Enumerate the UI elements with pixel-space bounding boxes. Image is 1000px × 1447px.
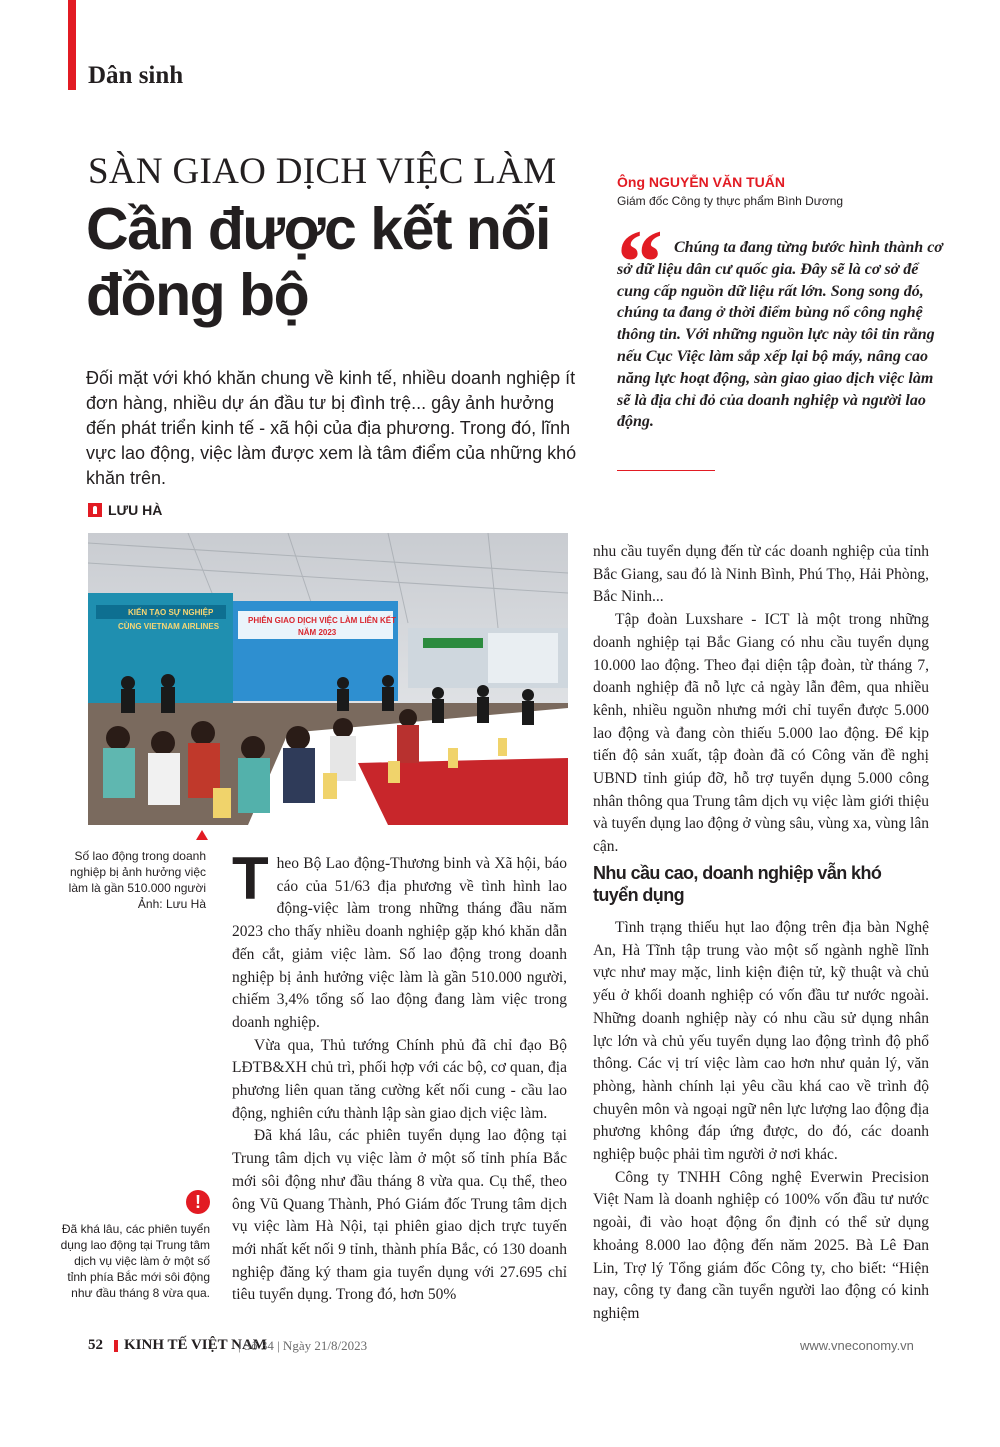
pen-icon [88, 503, 102, 517]
article-lead: Đối mặt với khó khăn chung về kinh tế, nhiều doanh nghiệp ít đơn hàng, nhiều dự án đầu tư bị đình trệ... gây ảnh hưởng đến phát triển kinh tế - xã hội của địa phương. Trong đó, lĩnh vực lao động, việc làm được xem là tâm điểm của những khó khăn trên. [86, 368, 577, 488]
banner-left-line1: KIẾN TẠO SỰ NGHIỆP [128, 608, 214, 617]
website-url: www.vneconomy.vn [800, 1338, 914, 1353]
article-kicker: SÀN GIAO DỊCH VIỆC LÀM [88, 151, 557, 192]
drop-cap: T [232, 845, 269, 912]
article-headline: Cần được kết nối đồng bộ [86, 196, 550, 328]
section-label: Dân sinh [88, 62, 184, 89]
body-paragraph: nhu cầu tuyển dụng đến từ các doanh nghiệp của tỉnh Bắc Giang, sau đó là Ninh Bình, Phú Thọ, Hải Phòng, Bắc Ninh... [593, 543, 929, 606]
caption-text: Số lao động trong doanh nghiệp bị ảnh hưởng việc làm là gần 510.000 người [68, 849, 206, 895]
article-column-1 [232, 845, 567, 1307]
author-byline [88, 502, 162, 518]
body-paragraph: Vừa qua, Thủ tướng Chính phủ đã chỉ đạo Bộ LĐTB&XH chủ trì, phối hợp với các bộ, cơ quan, địa phương liên quan tăng cường kết nối cung - cầu lao động, nghiên cứu thành lập sàn giao dịch việc làm. [232, 1036, 567, 1122]
banner-main-line1: PHIÊN GIAO DỊCH VIỆC LÀM LIÊN KẾT [248, 616, 397, 625]
quote-divider [617, 470, 715, 471]
body-paragraph: Công ty TNHH Công nghệ Everwin Precision Việt Nam là doanh nghiệp có 100% vốn đầu tư nước ngoài, đi vào hoạt động ổn định có thể sử dụng khoảng 8.000 lao động đến năm 2025. Bà Lê Đan Lin, Trợ lý Tổng giám đốc Công ty, cho biết: “Hiện nay, công ty đang cần tuyển người lao động có kinh nghiệm [593, 1168, 929, 1322]
body-paragraph: Đã khá lâu, các phiên tuyển dụng lao động tại Trung tâm dịch vụ việc làm ở một số tỉnh phía Bắc mới sôi động như đầu tháng 8 vừa qua. Cụ thể, theo ông Vũ Quang Thành, Phó Giám đốc Trung tâm dịch vụ việc làm Hà Nội, tại phiên giao dịch trực tuyến mới nhất kết nối 9 tỉnh, thành phía Bắc, có 130 doanh nghiệp đăng ký tham gia tuyển dụng với 27.695 chỉ tiêu tuyển dụng. Trong đó, hơn 50% [232, 1127, 567, 1304]
body-paragraph: heo Bộ Lao động-Thương binh và Xã hội, báo cáo của 51/63 địa phương về tình hình lao động-việc làm trong những tháng đầu năm 2023 cho thấy nhiều doanh nghiệp gặp khó khăn dẫn đến cắt, giảm việc làm. Số lao động trong doanh nghiệp bị ảnh hưởng việc làm là gần 510.000 người, chiếm 3,4% tổng số lao động đang làm việc trong doanh nghiệp. [232, 855, 567, 1031]
side-note: Đã khá lâu, các phiên tuyển dụng lao động tại Trung tâm dịch vụ việc làm ở một số tỉnh phía Bắc mới sôi động như đầu tháng 8 vừa qua. [60, 1222, 210, 1300]
body-paragraph: Tập đoàn Luxshare - ICT là một trong những doanh nghiệp tại Bắc Giang có nhu cầu tuyển dụng 10.000 lao động. Theo đại diện tập đoàn, từ tháng 7, doanh nghiệp đã nỗ lực cả ngày lẫn đêm, qua nhiều kênh, nhiều nguồn nhưng mới chỉ tuyển được 5.000 lao động và đang còn thiếu 5.000 lao động. Để kịp tiến độ sản xuất, tập đoàn đã có Công văn đề nghị UBND tỉnh giúp đỡ, hỗ trợ tuyển dụng 5.000 công nhân thông qua Trung tâm dịch vụ việc làm giới thiệu và tuyển dụng lao động ở vùng sâu, vùng xa, vùng lân cận. [593, 611, 929, 856]
photo-caption [60, 848, 206, 912]
pull-quote-text: Chúng ta đang từng bước hình thành cơ sở dữ liệu dân cư quốc gia. Đây sẽ là cơ sở để cung cấp nguồn dữ liệu rất lớn. Song song đó, chúng ta đang ở thời điểm bùng nổ công nghệ thông tin. Với những nguồn lực này tôi tin rằng nếu Cục Việc làm sắp xếp lại bộ máy, nâng cao năng lực hoạt động, sàn giao giao dịch việc làm sẽ là địa chỉ đỏ của doanh nghiệp và người lao động. [617, 239, 943, 431]
banner-main-line2: NĂM 2023 [298, 628, 337, 637]
author-name: LƯU HÀ [108, 502, 163, 518]
article-subheading: Nhu cầu cao, doanh nghiệp vẫn khó tuyển dụng [593, 863, 882, 905]
issue-info: | Số 34 | Ngày 21/8/2023 [238, 1338, 368, 1353]
page-number: 52 [88, 1337, 103, 1353]
quote-mark-icon: “ [617, 211, 663, 313]
caption-pointer-icon [196, 830, 208, 840]
publication-name: KINH TẾ VIỆT NAM [124, 1337, 267, 1353]
article-photo [88, 533, 568, 825]
banner-left-line2: CÙNG VIETNAM AIRLINES [118, 622, 220, 631]
quote-person-title: Giám đốc Công ty thực phẩm Bình Dương [617, 194, 844, 208]
section-accent-bar [68, 0, 76, 90]
caption-credit: Ảnh: Lưu Hà [137, 897, 206, 911]
job-fair-photo [88, 533, 568, 825]
footer-accent-mark [114, 1340, 118, 1352]
quote-person-name: Ông NGUYỄN VĂN TUẤN [617, 174, 785, 190]
exclamation-icon: ! [186, 1190, 210, 1214]
article-column-2-top [593, 541, 929, 859]
body-paragraph: Tình trạng thiếu hụt lao động trên địa bàn Nghệ An, Hà Tĩnh tập trung vào một số ngành nghề lĩnh vực như may mặc, linh kiện điện tử, kỹ thuật và chủ yếu ở khối doanh nghiệp có vốn đầu tư nước ngoài. Những doanh nghiệp này có nhu cầu sử dụng nhân lực lớn và chủ yếu tuyển dụng lao động trình độ phổ thông. Các vị trí việc làm cao hơn như quản lý, văn phòng, hành chính lại yêu cầu khá cao về trình độ chuyên môn và ngoại ngữ nên lực lượng lao động địa phương không đáp ứng được, do đó, các doanh nghiệp buộc phải tìm người ở nơi khác. [593, 919, 929, 1164]
article-column-2-bottom [593, 917, 929, 1326]
